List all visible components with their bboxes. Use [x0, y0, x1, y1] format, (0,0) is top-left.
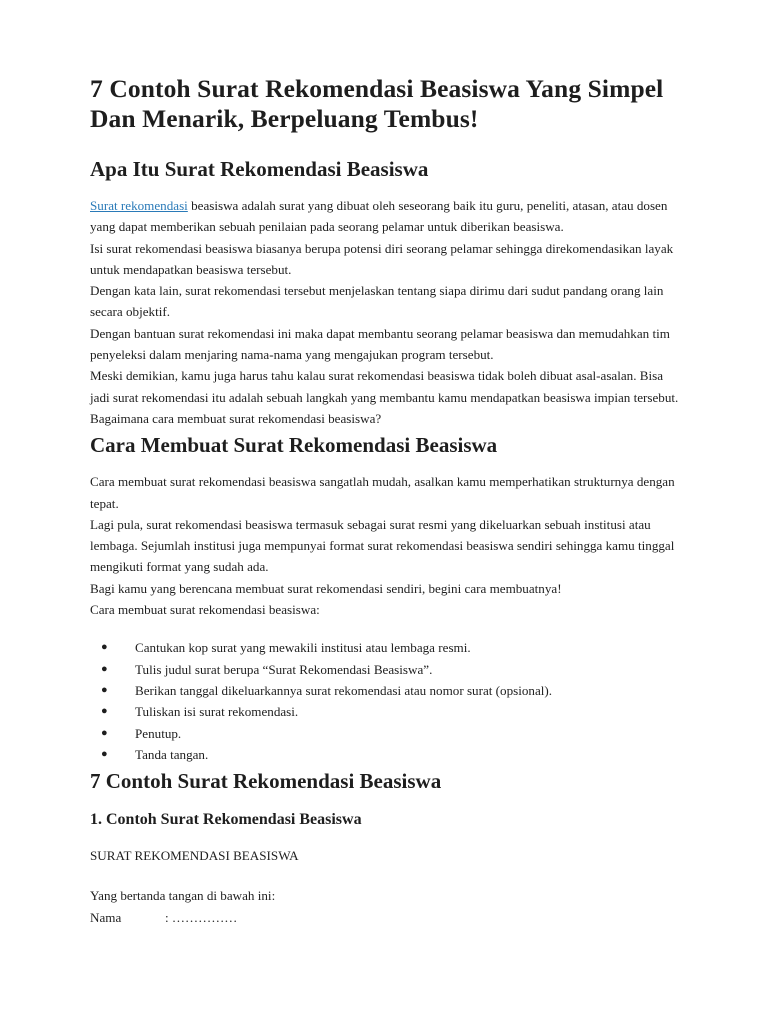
paragraph: Cara membuat surat rekomendasi beasiswa: — [90, 602, 320, 618]
section-heading-cara-membuat: Cara Membuat Surat Rekomendasi Beasiswa — [90, 433, 498, 458]
section-cara-membuat-body — [90, 471, 680, 620]
bullet-icon: ● — [101, 726, 108, 739]
list-item: ● Tuliskan isi surat rekomendasi. — [90, 701, 680, 722]
list-item: ● Tulis judul surat berupa “Surat Rekomendasi Beasiswa”. — [90, 659, 680, 680]
list-item: ● Cantukan kop surat yang mewakili institusi atau lembaga resmi. — [90, 637, 680, 658]
name-label: Nama — [90, 909, 122, 925]
page-title: 7 Contoh Surat Rekomendasi Beasiswa Yang Simpel Dan Menarik, Berpeluang Tembus! — [90, 74, 664, 133]
bullet-icon: ● — [101, 683, 108, 696]
bullet-icon: ● — [101, 705, 108, 718]
letter-intro: Yang bertanda tangan di bawah ini: — [90, 888, 276, 904]
name-value: : …………… — [165, 909, 238, 925]
section-apa-itu-body — [90, 195, 680, 429]
paragraph-text: beasiswa adalah surat yang dibuat oleh seseorang baik itu guru, peneliti, atasan, atau dosen yang dapat memberikan sebuah penilaian pada seorang pelamar untuk diberikan beasiswa. — [90, 198, 668, 235]
paragraph: Bagaimana cara membuat surat rekomendasi beasiswa? — [90, 410, 382, 426]
bullet-icon: ● — [101, 662, 108, 675]
paragraph: Cara membuat surat rekomendasi beasiswa sangatlah mudah, asalkan kamu memperhatikan strukturnya dengan tepat. — [90, 474, 675, 511]
section-heading-apa-itu: Apa Itu Surat Rekomendasi Beasiswa — [90, 157, 429, 181]
bullet-icon: ● — [101, 747, 108, 760]
list-item: ● Berikan tanggal dikeluarkannya surat rekomendasi atau nomor surat (opsional). — [90, 680, 680, 701]
paragraph: Isi surat rekomendasi beasiswa biasanya berupa potensi diri seorang pelamar sehingga direkomendasikan layak untuk mendapatkan beasiswa tersebut. — [90, 240, 674, 277]
paragraph: Dengan kata lain, surat rekomendasi tersebut menjelaskan tentang siapa dirimu dari sudut pandang orang lain secara objektif. — [90, 283, 664, 320]
paragraph: Dengan bantuan surat rekomendasi ini maka dapat membantu seorang pelamar beasiswa dan memudahkan tim penyeleksi dalam menjaring nama-nama yang mengajukan program tersebut. — [90, 325, 670, 363]
paragraph: Lagi pula, surat rekomendasi beasiswa termasuk sebagai surat resmi yang dikeluarkan sebuah institusi atau lembaga. Sejumlah institusi juga mempunyai format surat rekomendasi beasiswa sendiri sehingga kamu tinggal mengikuti format yang sudah ada. — [90, 516, 675, 575]
subheading-contoh-1: 1. Contoh Surat Rekomendasi Beasiswa — [90, 811, 362, 829]
surat-rekomendasi-link[interactable]: Surat rekomendasi — [90, 198, 188, 213]
letter-title: SURAT REKOMENDASI BEASISWA — [90, 848, 299, 864]
name-row — [90, 907, 680, 928]
section-heading-7-contoh: 7 Contoh Surat Rekomendasi Beasiswa — [90, 769, 442, 794]
paragraph: Bagi kamu yang berencana membuat surat rekomendasi sendiri, begini cara membuatnya! — [90, 580, 562, 596]
list-item: ● Tanda tangan. — [90, 744, 680, 765]
paragraph — [90, 195, 680, 238]
list-item: ● Penutup. — [90, 723, 680, 744]
paragraph: Meski demikian, kamu juga harus tahu kalau surat rekomendasi beasiswa tidak boleh dibuat asal-asalan. Bisa jadi surat rekomendasi itu adalah sebuah langkah yang membantu kamu mendapatkan beasiswa impian tersebut. — [90, 368, 679, 405]
bullet-icon: ● — [101, 641, 108, 654]
steps-list — [90, 637, 680, 765]
